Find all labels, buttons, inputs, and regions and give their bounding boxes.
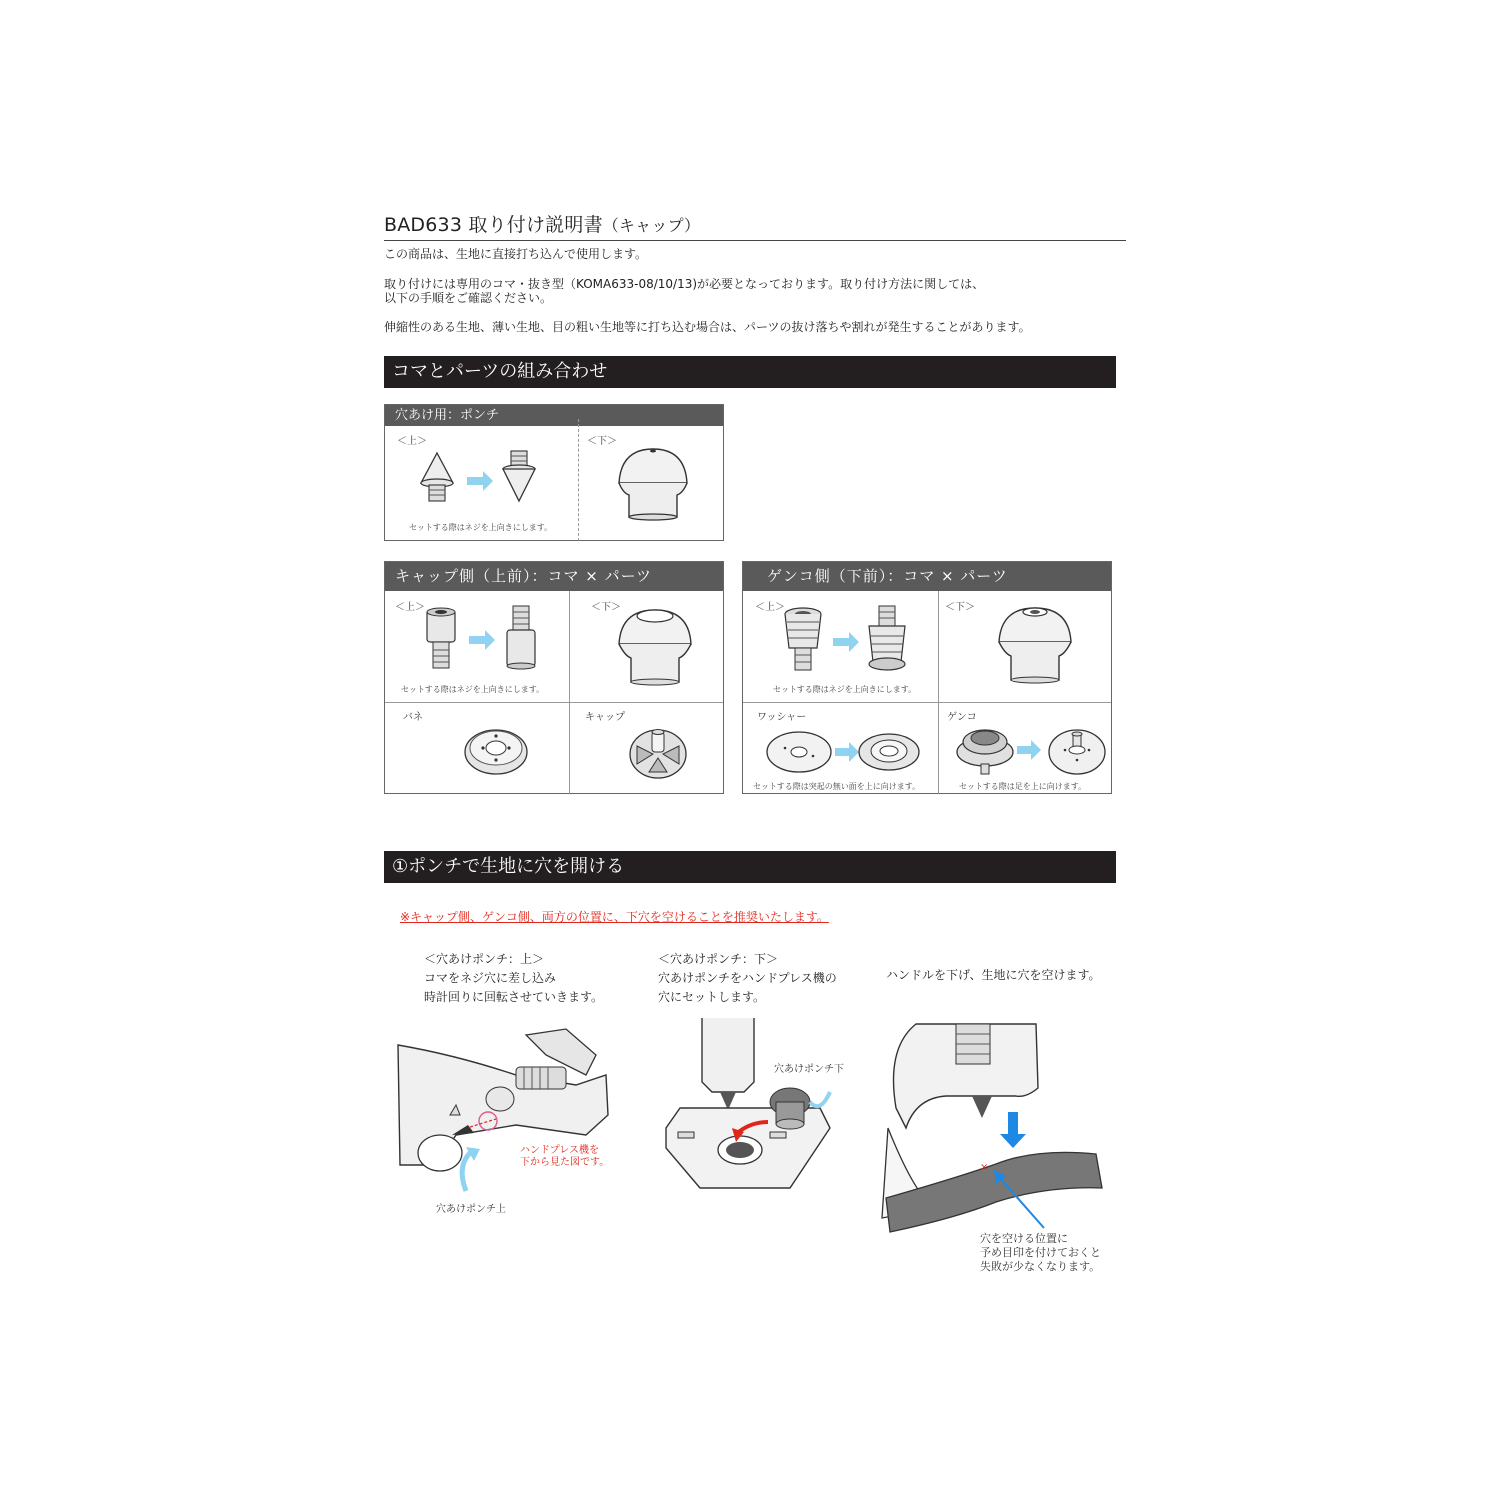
genko-upper-label: ＜上＞ — [755, 602, 785, 613]
title-main: BAD633 取り付け説明書 — [384, 214, 603, 236]
step1-callout-red-line1: ハンドプレス機を — [520, 1145, 599, 1156]
step2-callout: 穴あけポンチ下 — [774, 1064, 844, 1075]
cap-note: セットする際はネジを上向きにします。 — [401, 685, 545, 694]
title-sub: （キャップ） — [602, 216, 701, 235]
step1-callout-red-line2: 下から見た図です。 — [520, 1157, 610, 1168]
cap-divider-v — [569, 591, 570, 794]
step3-callout-line2: 予め目印を付けておくと — [980, 1246, 1101, 1259]
intro-p2-line1: 取り付けには専用のコマ・抜き型（KOMA633-08/10/13)が必要となっております。取り付け方法に関しては、 — [384, 277, 985, 291]
step3-callout — [980, 1232, 1101, 1274]
title-rule — [384, 240, 1126, 241]
step1-line2: コマをネジ穴に差し込み — [424, 971, 557, 985]
cap-box — [384, 561, 724, 794]
genko-part1-label: ワッシャー — [757, 712, 807, 723]
genko-lower-label: ＜下＞ — [945, 602, 975, 613]
page-title — [384, 210, 700, 237]
washer-icon — [763, 726, 923, 778]
cap-divider-h — [385, 702, 723, 703]
genko-upper-icon — [779, 604, 919, 676]
genko-part2-label: ゲンコ — [947, 712, 977, 723]
step2-text — [658, 950, 837, 1007]
section-bar-combination: コマとパーツの組み合わせ — [384, 356, 1116, 388]
cap-part-icon — [627, 724, 689, 780]
step2-line2: 穴あけポンチをハンドプレス機の — [658, 971, 837, 985]
punch-box-header: 穴あけ用：ポンチ — [385, 405, 723, 426]
punch-divider — [578, 419, 580, 541]
punch-box — [384, 404, 724, 541]
step1-callout-red — [520, 1145, 609, 1169]
genko-lower-icon — [995, 602, 1075, 688]
warning-note: ※キャップ側、ゲンコ側、両方の位置に、下穴を空けることを推奨いたします。 — [400, 910, 829, 924]
cap-lower-label: ＜下＞ — [591, 602, 621, 613]
svg-text:×: × — [980, 1162, 989, 1173]
punch-upper-icon — [417, 447, 567, 509]
section-bar-punch: ①ポンチで生地に穴を開ける — [384, 851, 1116, 883]
punch-upper-label: ＜上＞ — [397, 436, 427, 447]
genko-note: セットする際はネジを上向きにします。 — [773, 685, 917, 694]
step1-line1: ＜穴あけポンチ：上＞ — [424, 952, 545, 966]
cap-box-header: キャップ側（上前）：コマ × パーツ — [385, 562, 723, 591]
step2-line3: 穴にセットします。 — [658, 990, 766, 1004]
intro-p3: 伸縮性のある生地、薄い生地、目の粗い生地等に打ち込む場合は、パーツの抜け落ちや割れが発生することがあります。 — [384, 320, 1031, 334]
intro-p1: この商品は、生地に直接打ち込んで使用します。 — [384, 247, 648, 261]
step3-text: ハンドルを下げ、生地に穴を空けます。 — [886, 968, 1101, 982]
punch-note: セットする際はネジを上向きにします。 — [409, 523, 553, 532]
press-base-illustration — [660, 1018, 860, 1208]
step1-callout: 穴あけポンチ上 — [436, 1204, 506, 1215]
step3-callout-line1: 穴を空ける位置に — [980, 1232, 1068, 1245]
press-punching-illustration — [876, 1018, 1106, 1238]
punch-lower-icon — [613, 443, 693, 523]
spring-icon — [461, 724, 531, 776]
genko-part1-note: セットする際は突起の無い面を上に向けます。 — [753, 782, 921, 791]
genko-box — [742, 561, 1112, 794]
punch-lower-label: ＜下＞ — [587, 436, 617, 447]
cap-part2-label: キャップ — [585, 712, 625, 723]
genko-part-icon — [955, 720, 1109, 782]
step3-callout-line3: 失敗が少なくなります。 — [980, 1260, 1101, 1273]
step2-line1: ＜穴あけポンチ：下＞ — [658, 952, 779, 966]
step1-line3: 時計回りに回転させていきます。 — [424, 990, 604, 1004]
intro-p2-line2: 以下の手順をご確認ください。 — [384, 291, 553, 305]
genko-part2-note: セットする際は足を上に向けます。 — [959, 782, 1087, 791]
genko-box-header: ゲンコ側（下前）：コマ × パーツ — [743, 562, 1111, 591]
cap-part1-label: バネ — [403, 712, 423, 723]
cap-lower-icon — [615, 604, 695, 690]
cap-upper-icon — [421, 604, 551, 674]
step1-text — [424, 950, 603, 1007]
genko-divider-h — [743, 702, 1111, 703]
genko-divider-v — [938, 591, 939, 794]
cap-upper-label: ＜上＞ — [395, 602, 425, 613]
